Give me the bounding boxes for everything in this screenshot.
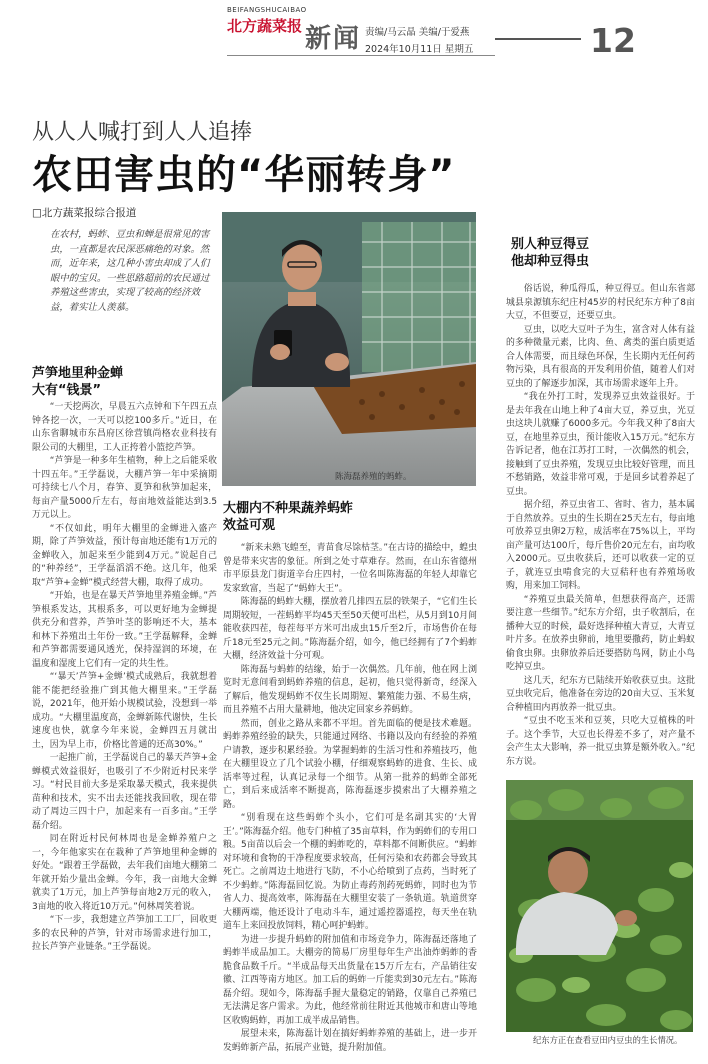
masthead-editors: 责编/马云晶 美编/于爱燕: [365, 27, 470, 38]
section2-paragraph: 陈海磊的蚂蚱大棚，摆放着几排四五层的铁架子，“它们生长周期较短，一茬蚂蚱平均45天至50天便可出栏，从5月到10月间能收获四茬，每茬每平方米可出成虫15斤至2斤，市场售价在每斤18元至25元之间。”陈海磊介绍，如今，他已经拥有了7个蚂蚱大棚，经济效益十分可观。: [223, 597, 477, 661]
masthead-pinyin: BEIFANGSHUCAIBAO: [227, 6, 307, 14]
section2-paragraph: “别看现在这些蚂蚱个头小，它们可是名副其实的‘大胃王’。”陈海磊介绍。他专门种植了35亩草料，作为蚂蚱们的专用口粮。5亩苗以后会一个棚的蚂蚱吃的，草料都不间断供应。“蚂蚱对环境和食物的干净程度要求较高，任何污染和农药都会导致其死亡。之前周边土地进行飞防，不小心给喷到了点药，当时死了不少蚂蚱。”陈海磊回忆说。为防止毒药剂药死蚂蚱，同时也为节省人力、提高效率，陈海磊在大棚里安装了一条轨道。轨道贯穿大棚两端，他还设计了电动斗车，通过遥控器遥控，每天坐在轨道车上来回投放饲料，精心呵护蚂蚱。: [223, 813, 477, 931]
section1-heading-line1: 芦笋地里种金蝉: [32, 366, 124, 381]
section1-body: [32, 401, 217, 1059]
section2-paragraph: 展望未来，陈海磊计划在搞好蚂蚱养殖的基础上，进一步开发蚂蚱新产品，拓展产业链，提升附加值。: [223, 1029, 477, 1053]
section1-heading-line2: 大有“钱景”: [32, 383, 102, 398]
masthead-section-title: 新闻: [305, 24, 362, 54]
section1-paragraph: “下一步，我想建立芦笋加工工厂，回收更多的农民种的芦笋，针对市场需求进行加工，拉长芦笋产业链条。”王学磊说。: [32, 915, 217, 952]
section3-paragraph: “我在外打工时，发现养豆虫效益很好。于是去年我在山地上种了4亩大豆，养豆虫，光豆虫这块儿就赚了6000多元。今年我又种了8亩大豆，在地里养豆虫，预计能收入15万元。”纪东方告诉记者，他在江苏打工时，一次偶然的机会，接触到了豆虫养殖，发现豆虫比较好管理，而且不愁销路，效益非常可观，于是回乡试着养起了豆虫。: [506, 392, 695, 497]
section3-paragraph: 俗话说，种瓜得瓜，种豆得豆。但山东省郯城县泉源镇东纪庄村45岁的村民纪东方种了8亩大豆，不但要豆，还要豆虫。: [506, 284, 695, 321]
section1-paragraph: 同在附近村民何林周也是金蝉养殖户之一，今年他家实在在栽种了芦笋地里种金蝉的好处。“跟着王学磊做，去年我们亩地大棚第二年就开始少量出金蝉。今年，我一亩地大金蝉就卖了1万元，加上芦笋每亩地2万元的收入，3亩地的收入将近10万元。”何林周笑着说。: [32, 834, 217, 912]
photo-grasshopper-farmer: [222, 212, 476, 486]
section1-paragraph: “一天挖两次，早晨五六点钟和下午四五点钟各挖一次，一天可以挖100多斤。”近日，在山东省聊城市东昌府区徐营镇尚格农业科技有限公司的大棚里，工人正挎着小篮挖芦笋。: [32, 402, 217, 453]
section1-paragraph: 一起推广前，王学磊说自己的暴天芦笋+金蝉模式效益很好，也吸引了不少附近村民来学习。“村民目前大多是采取暴天模式，我来提供苗种和技术，实不出去还能找我回收，现在带动了周边三四十户，加起来有一百多亩。”王学磊介绍。: [32, 753, 217, 831]
photo-grasshopper-farmer-illustration: [222, 212, 476, 486]
section1-paragraph: “芦笋是一种多年生植物，种上之后能采收十四五年。”王学磊说，大棚芦笋一年中采摘期可持续七八个月，春笋、夏笋和秋笋加起来，每亩产量5000斤左右，每亩地效益能达到3.5万元以上。: [32, 456, 217, 520]
masthead-paper-name: 北方蔬菜报: [227, 17, 303, 35]
section2-heading: [223, 500, 477, 534]
article-headline: 农田害虫的“华丽转身”: [32, 152, 456, 198]
masthead-rule: [227, 55, 495, 56]
photo-bean-field-farmer: [506, 780, 693, 1032]
section3-heading-line2: 他却种豆得虫: [511, 254, 590, 269]
section1-heading: [32, 365, 217, 399]
section2-paragraph: “新来未熟飞蝗至，青苗食尽馀枯茎。”在古诗的描绘中，蝗虫曾是带来灾害的象征。所到之处寸草难存。然而，在山东省德州市平原县龙门街道辛台庄四村，一位名叫陈海磊的年轻人却靠它发家致富，当起了“蚂蚱大王”。: [223, 543, 477, 594]
article-lede: 在农村，蚂蚱、豆虫和蝉是很常见的害虫，一直都是农民深恶痛绝的对象。然而，近年来，这几种小害虫却成了人们眼中的宝贝。一些思路超前的农民通过养殖这些害虫，实现了较高的经济效益，着实让人羡慕。: [50, 229, 210, 313]
section2-paragraph: 陈海磊与蚂蚱的结缘，始于一次偶然。几年前，他在网上浏览时无意间看到蚂蚱养殖的信息，起初，他只觉得新奇，经深入了解后，他发现蚂蚱不仅生长周期短、繁殖能力强、不易生病，而且养殖不占用大量耕地，他决定回家乡养蚂蚱。: [223, 664, 477, 715]
section3-paragraph: “养殖豆虫最关简单，但想获得高产，还需要注意一些细节。”纪东方介绍，虫子收割后，在播种大豆的时候，最好选择种植大青豆，大青豆叶片多。在放养虫卵前，地里要撒药，防止蚂蚁偷食虫卵。虫卵放养后还要搭防鸟网，防止小鸟吃掉豆虫。: [506, 594, 695, 672]
section3-body: [506, 283, 695, 771]
article-byline: □北方蔬菜报综合报道: [32, 207, 137, 219]
masthead-date: 2024年10月11日 星期五: [365, 44, 474, 55]
section2-heading-line2: 效益可观: [223, 518, 276, 533]
section3-paragraph: 这几天，纪东方已陆续开始收获豆虫。这批豆虫收完后，他准备在旁边的20亩大豆、玉米复合种植田内再放养一批豆虫。: [506, 675, 695, 713]
photo-bean-field-illustration: [506, 780, 693, 1032]
section1-paragraph: “开始，也是在暴天芦笋地里养殖金蝉。”芦笋根系发达，其根系多，可以更好地为金蝉提供充分和营养，芦笋叶茎的影响还不大，基本和林下养殖出土年份一致。”王学磊解释，金蝉和芦笋都需要通风透光，保持湿润的环境，在温度和湿度上它们有一定的共生性。: [32, 591, 217, 669]
masthead-rule-right: [495, 38, 581, 40]
article-kicker: 从人人喊打到人人追捧: [32, 120, 253, 145]
section3-paragraph: 据介绍，养豆虫省工、省时、省力，基本属于自然放养。豆虫的生长期在25天左右，每亩地可放养豆虫卵2万粒，成活率在75%以上，平均亩产量可达100斤，每斤售价20元左右，亩均收入2000元。豆虫收获后，还可以收获一定的豆子，就连豆虫啃食完的大豆秸秆也有养殖场收购，用来加工饲料。: [506, 500, 695, 591]
section2-heading-line1: 大棚内不种果蔬养蚂蚱: [223, 501, 354, 516]
section2-body: [223, 542, 477, 1059]
section2-paragraph: 为进一步提升蚂蚱的附加值和市场竞争力，陈海磊还落地了蚂蚱半成品加工。大棚旁的简易厂房里每年生产出油炸蚂蚱的香脆食品数千斤。“半成品每天出货量在15万斤左右，产品销往安徽、江西等南方地区。加工后的蚂蚱一斤能卖到30元左右。”陈海磊介绍。现如今，陈海磊手握大量稳定的销路，仅靠自己养殖已无法满足客户需求。为此，他经常前往附近其他城市和唐山等地区收购蚂蚱，再加工成半成品销售。: [223, 934, 477, 1026]
section2-paragraph: 然而，创业之路从来都不平坦。首先面临的便是技术难题。蚂蚱养殖经验的缺失，只能通过网络、书籍以及向有经验的养殖户请教，逐步积累经验。为掌握蚂蚱的生活习性和养殖技巧，他在大棚里设立了几个试验小棚，仔细观察蚂蚱的进食、生长、成活率等过程，认真记录每一个细节。从第一批养的蚂蚱全部死亡，到后来成活率不断提高，陈海磊逐步摸索出了大棚养殖之路。: [223, 718, 477, 810]
section3-paragraph: 豆虫，以吃大豆叶子为生，富含对人体有益的多种微量元素，比肉、鱼、禽类的蛋白质更适合人体需要，而且绿色环保，生长期内无任何药物污染，具有很高的开发利用价值，随着人们对豆虫的了解逐步加深，其市场需求逐年上升。: [506, 324, 695, 389]
photo2-caption: 纪东方正在查看豆田内豆虫的生长情况。: [533, 1035, 683, 1045]
photo1-caption: 陈海磊养殖的蚂蚱。: [335, 472, 412, 482]
section1-paragraph: “‘暴天’芦笋+金蝉’模式成熟后，我就想着能不能把经验推广到其他大棚里来。”王学磊说，2021年，他开始小规模试验，没想到一举成功。“大棚里温度高，金蝉新陈代谢快，生长速度也快，就拿今年来说，金蝉四五月就出土，因为早上市，价格比普通的还高30%。”: [32, 672, 217, 750]
page-number: 12: [590, 21, 636, 60]
section3-paragraph: “豆虫不吃玉米和豆荚，只吃大豆植株的叶子。这个季节，大豆也长得差不多了，对产量不会产生太大影响，养一批豆虫算是额外收入。”纪东方说。: [506, 716, 695, 767]
section3-heading-line1: 别人种豆得豆: [511, 237, 590, 252]
section1-paragraph: “不仅如此，明年大棚里的金蝉进入盛产期，除了芦笋效益，预计每亩地还能有1万元的金蝉收入，加起来至少能到4万元。”说起自己的“种养经”，王学磊滔滔不绝。这几年，他采取“芦笋+金蝉”模式经营大棚，取得了成功。: [32, 523, 217, 588]
section3-heading: [511, 236, 691, 270]
